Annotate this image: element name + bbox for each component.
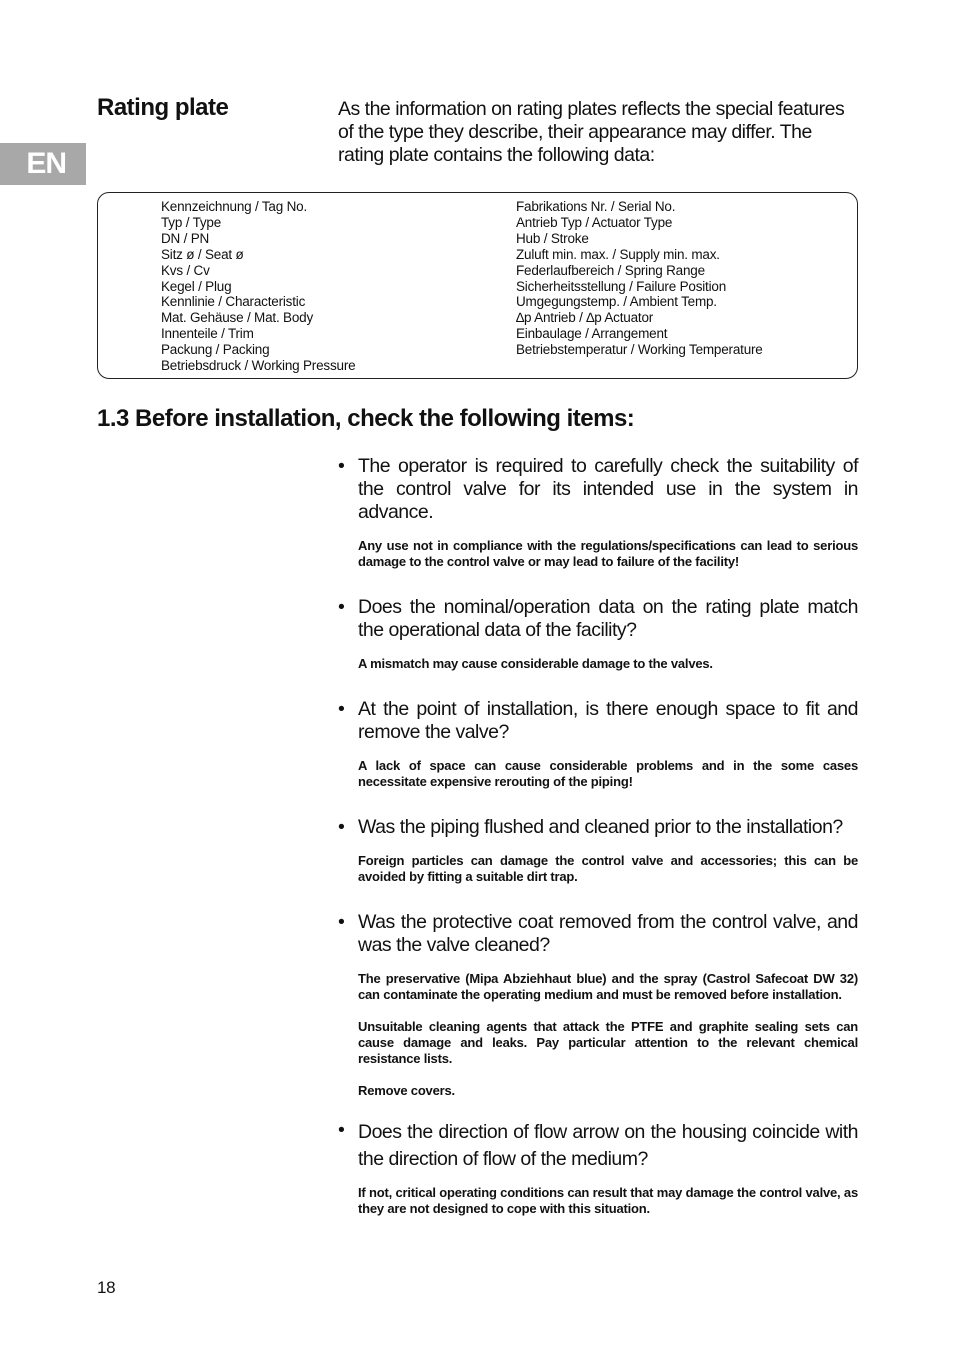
bullet-icon: • xyxy=(338,1119,345,1141)
list-item xyxy=(338,455,858,570)
plate-field: Hub / Stroke xyxy=(516,230,589,246)
plate-field: Innenteile / Trim xyxy=(161,326,254,342)
plate-field: Umgegungstemp. / Ambient Temp. xyxy=(516,294,717,310)
bullet-icon: • xyxy=(338,698,345,720)
plate-field: Packung / Packing xyxy=(161,342,270,358)
check-note: The preservative (Mipa Abziehhaut blue) and the spray (Castrol Safecoat DW 32) can contaminate the operating medium and must be removed before installation. xyxy=(358,971,858,1002)
bullet-icon: • xyxy=(338,596,345,618)
check-question: At the point of installation, is there enough space to fit and remove the valve? xyxy=(358,698,858,743)
plate-field: Kennlinie / Characteristic xyxy=(161,294,306,310)
rating-plate-box xyxy=(97,192,858,379)
language-tab: EN xyxy=(0,143,86,185)
check-question: The operator is required to carefully check the suitability of the control valve for its intended use in the system in advance. xyxy=(358,455,858,523)
check-note: A lack of space can cause considerable problems and in the some cases necessitate expensive rerouting of the piping! xyxy=(358,758,858,789)
list-item xyxy=(338,596,858,672)
plate-field: Kegel / Plug xyxy=(161,278,232,294)
section-heading: 1.3 Before installation, check the following items: xyxy=(97,405,635,432)
check-note: Unsuitable cleaning agents that attack the PTFE and graphite sealing sets can cause damage and leaks. Pay particular attention to the relevant chemical resistance lists. xyxy=(358,1019,858,1066)
check-note: If not, critical operating conditions can result that may damage the control valve, as they are not designed to cope with this situation. xyxy=(358,1185,858,1216)
bullet-icon: • xyxy=(338,455,345,477)
plate-field: Fabrikations Nr. / Serial No. xyxy=(516,199,676,214)
check-note: Remove covers. xyxy=(358,1083,455,1098)
page-number: 18 xyxy=(97,1278,116,1297)
plate-field: Kennzeichnung / Tag No. xyxy=(161,199,308,214)
list-item xyxy=(338,911,858,1099)
list-item xyxy=(338,816,858,885)
rating-plate-right-column xyxy=(516,199,763,358)
plate-field: Betriebstemperatur / Working Temperature xyxy=(516,342,763,358)
plate-field: Betriebsdruck / Working Pressure xyxy=(161,358,356,374)
list-item xyxy=(338,1119,858,1217)
check-question: Was the piping flushed and cleaned prior to the installation? xyxy=(358,816,843,838)
check-note: Foreign particles can damage the control valve and accessories; this can be avoided by fitting a suitable dirt trap. xyxy=(358,853,858,884)
plate-field: Kvs / Cv xyxy=(161,262,210,278)
rating-plate-left-column xyxy=(161,199,355,374)
plate-field: Federlaufbereich / Spring Range xyxy=(516,262,705,278)
check-question: Does the nominal/operation data on the rating plate match the operational data of the facility? xyxy=(358,596,858,641)
plate-field: Sicherheitsstellung / Failure Position xyxy=(516,278,727,294)
plate-field: Sitz ø / Seat ø xyxy=(161,246,244,262)
rating-plate-intro: As the information on rating plates reflects the special features of the type they describe, their appearance may differ. The rating plate contains the following data: xyxy=(338,98,845,166)
bullet-icon: • xyxy=(338,816,345,838)
plate-field: Einbaulage / Arrangement xyxy=(516,326,668,342)
check-question: Was the protective coat removed from the control valve, and was the valve cleaned? xyxy=(358,911,858,956)
check-note: A mismatch may cause considerable damage to the valves. xyxy=(358,656,713,671)
check-question: Does the direction of flow arrow on the housing coincide with the direction of flow of the medium? xyxy=(358,1121,858,1170)
list-item xyxy=(338,698,858,790)
plate-field: Antrieb Typ / Actuator Type xyxy=(516,214,673,230)
bullet-icon: • xyxy=(338,911,345,933)
plate-field: DN / PN xyxy=(161,230,210,246)
plate-field: Typ / Type xyxy=(161,214,222,230)
plate-field: Zuluft min. max. / Supply min. max. xyxy=(516,246,720,262)
plate-field: ∆p Antrieb / ∆p Actuator xyxy=(516,310,654,326)
checklist xyxy=(338,455,858,1217)
rating-plate-title: Rating plate xyxy=(97,94,229,121)
check-note: Any use not in compliance with the regulations/specifications can lead to serious damage to the control valve or may lead to failure of the facility! xyxy=(358,538,858,569)
plate-field: Mat. Gehäuse / Mat. Body xyxy=(161,310,314,326)
